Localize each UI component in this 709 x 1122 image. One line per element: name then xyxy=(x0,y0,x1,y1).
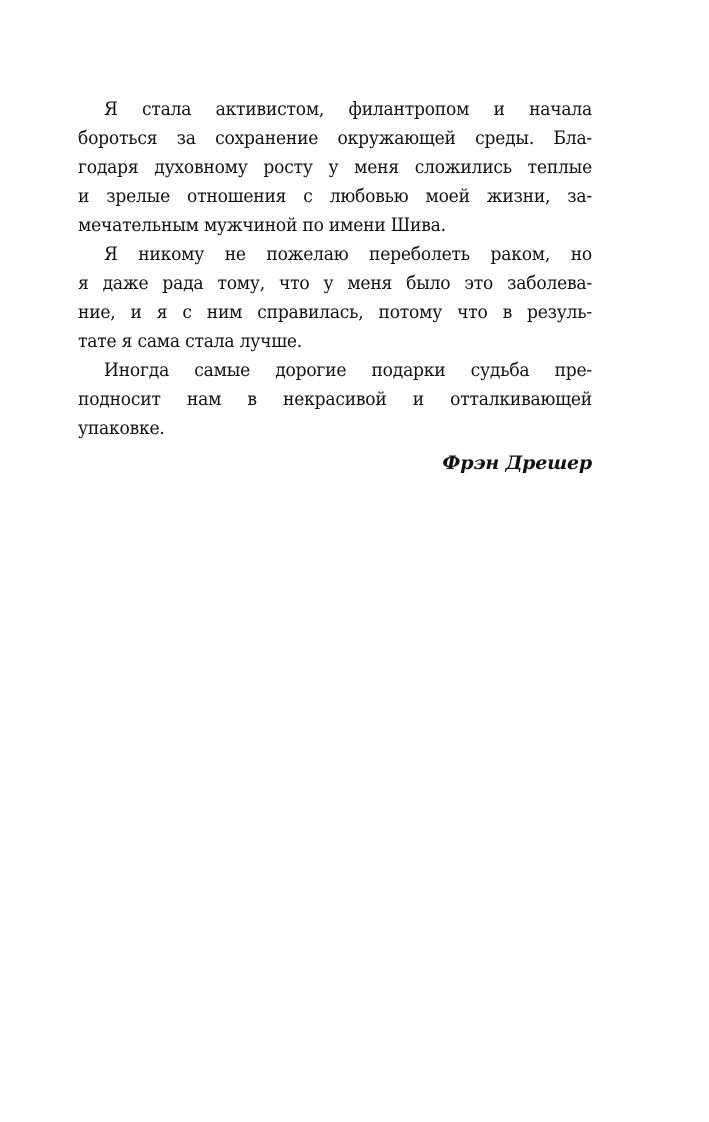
text-line: и зрелые отношения с любовью моей жизни, за- xyxy=(78,185,592,207)
paragraph-2 xyxy=(78,240,592,356)
text-line: ние, и я с ним справилась, потому что в резуль- xyxy=(78,301,592,323)
text-line: Иногда самые дорогие подарки судьба пре- xyxy=(104,359,592,381)
paragraph-1 xyxy=(78,95,592,240)
text-line: тате я сама стала лучше. xyxy=(78,330,303,352)
text-line: Я никому не пожелаю переболеть раком, но xyxy=(104,243,592,265)
author-signature: Фрэн Дрешер xyxy=(442,452,592,474)
paragraph-3 xyxy=(78,356,592,443)
text-line: упаковке. xyxy=(78,417,165,439)
text-line: бороться за сохранение окружающей среды. Бла- xyxy=(78,127,592,149)
text-line: годаря духовному росту у меня сложились теплые xyxy=(78,156,592,178)
body-text xyxy=(78,95,592,443)
text-line: мечательным мужчиной по имени Шива. xyxy=(78,214,446,236)
text-line: я даже рада тому, что у меня было это заболева- xyxy=(78,272,592,294)
text-line: Я стала активистом, филантропом и начала xyxy=(104,98,592,120)
text-line: подносит нам в некрасивой и отталкивающей xyxy=(78,388,592,410)
